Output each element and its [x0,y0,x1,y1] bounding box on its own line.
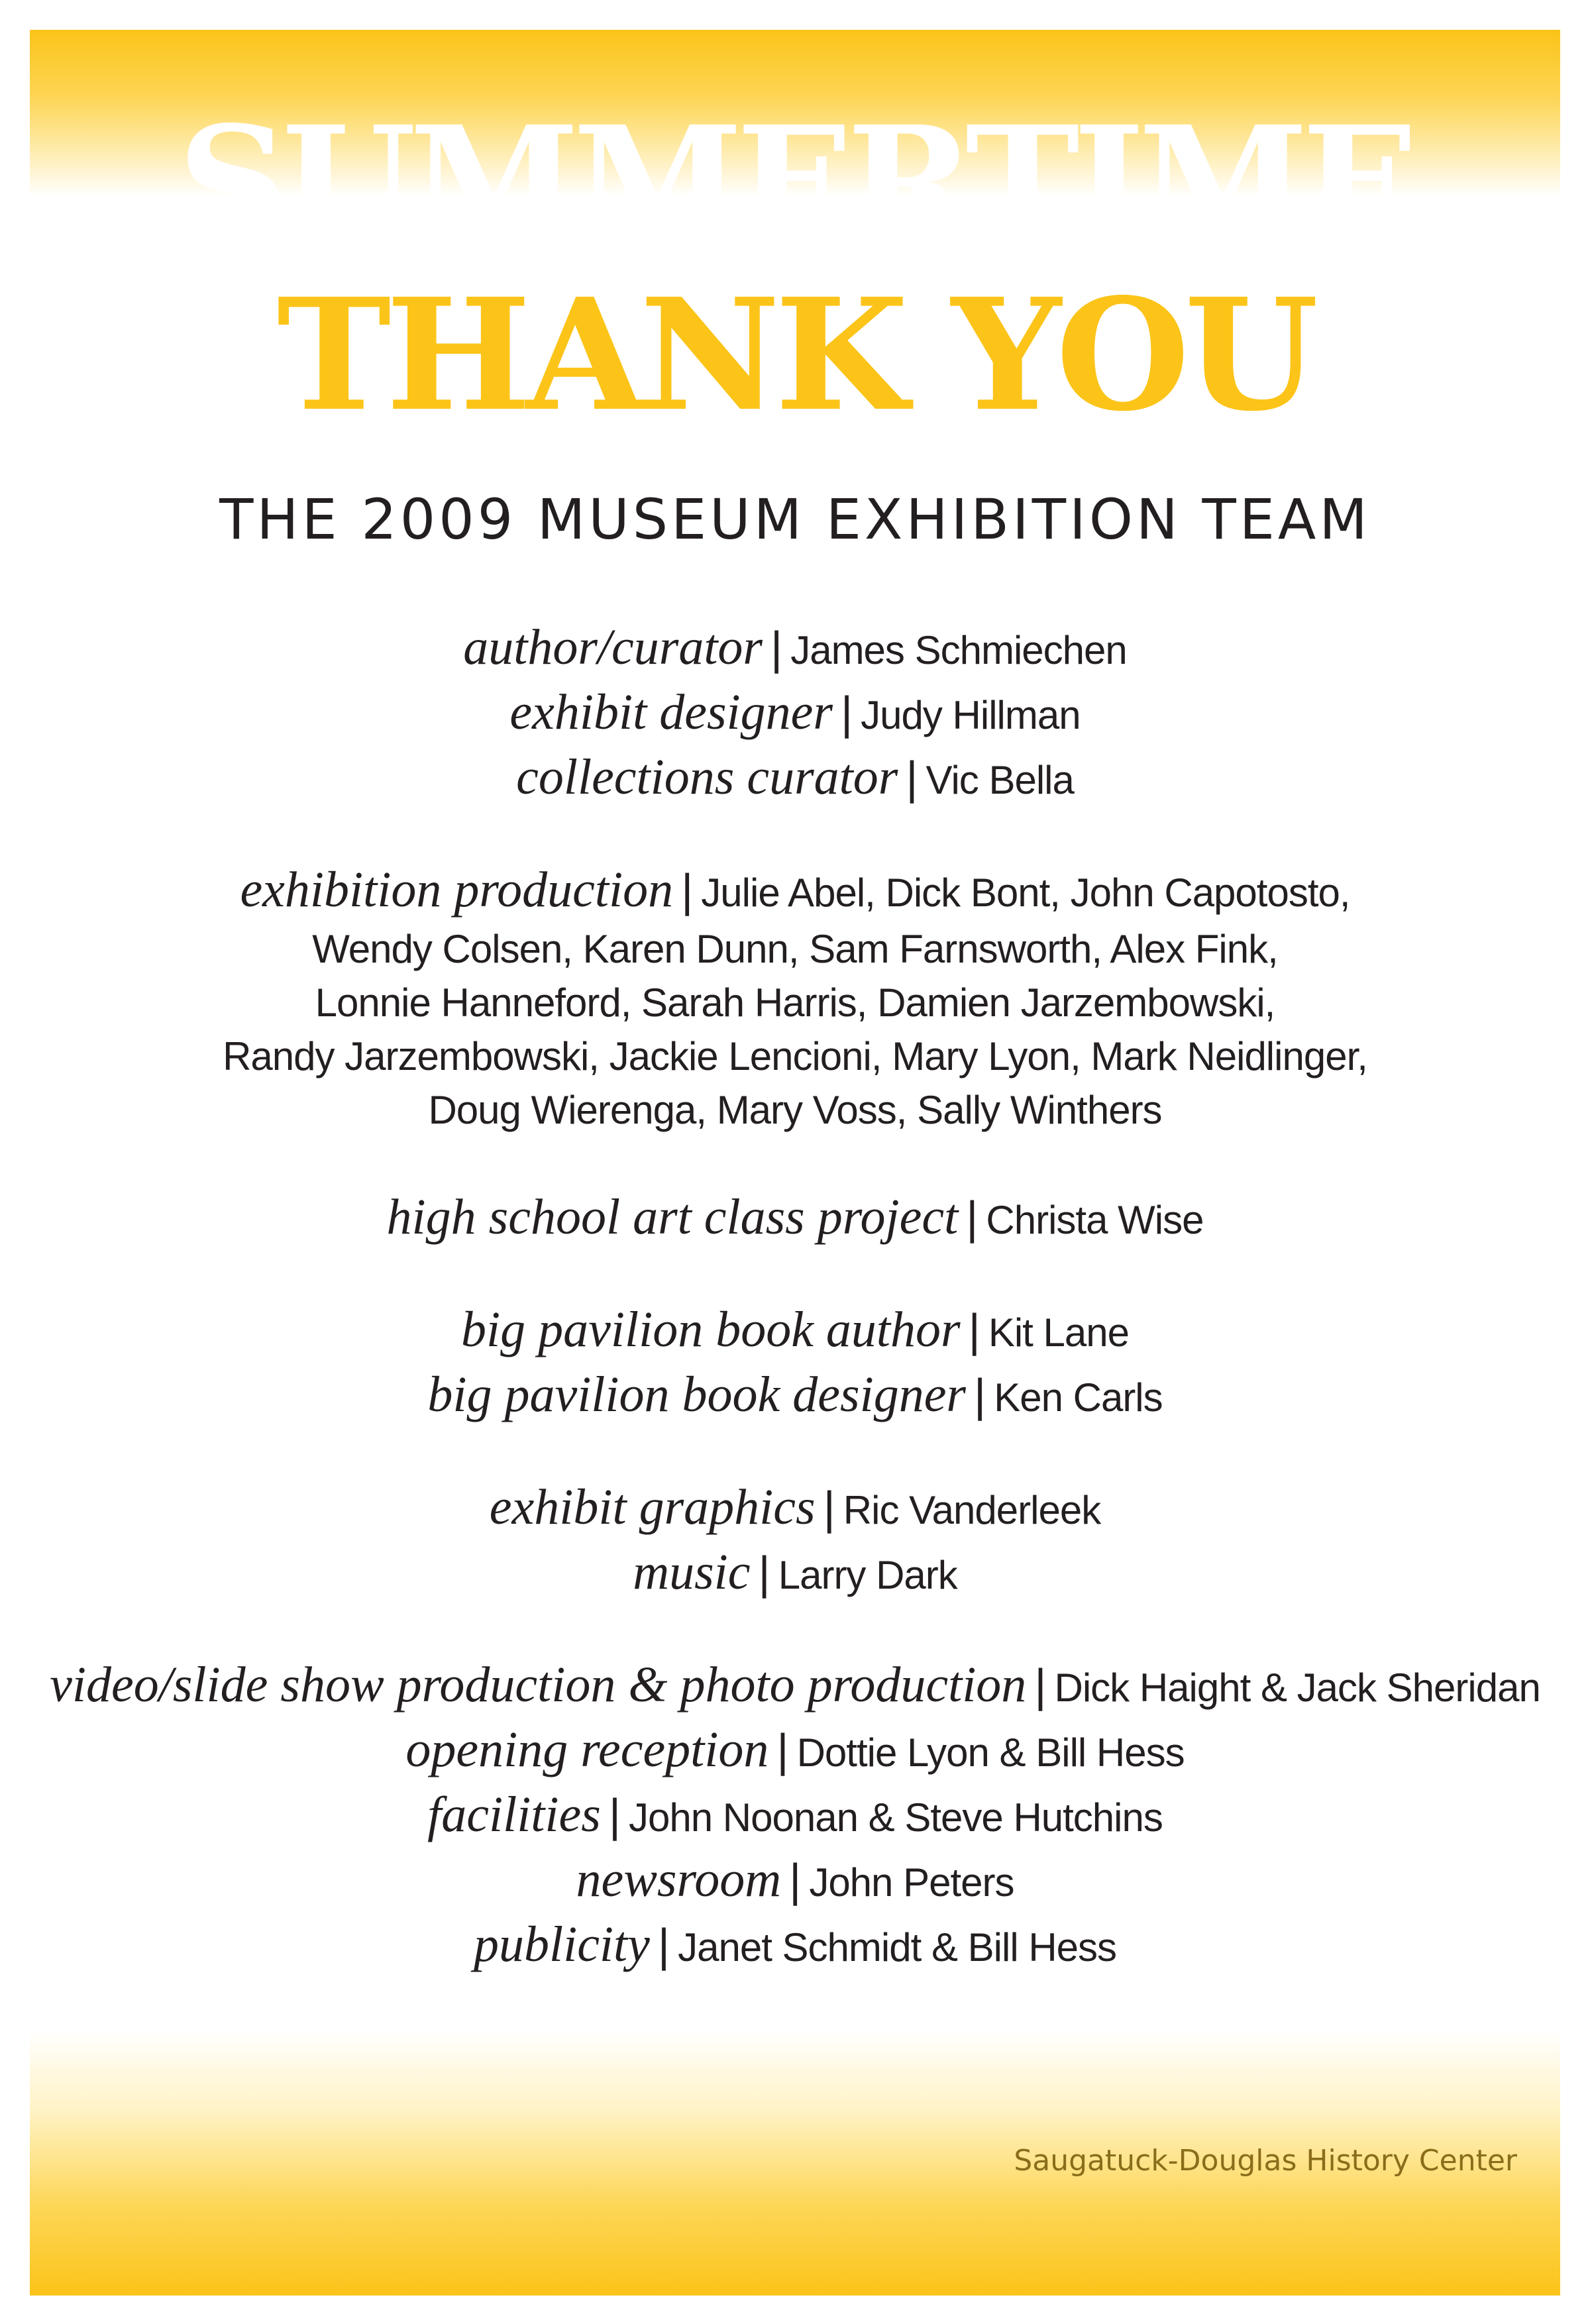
credit-group-book [0,1297,1590,1427]
credit-line [0,1185,1590,1249]
credit-line [0,1847,1590,1912]
footer-organization: Saugatuck-Douglas History Center [1014,2144,1517,2178]
credit-separator: | [681,865,694,916]
credit-role: publicity [473,1917,650,1972]
roster-line: Randy Jarzembowski, Jackie Lencioni, Mary Lyon, Mark Neidlinger, [223,1034,1367,1079]
credit-names: Dick Haight & Jack Sheridan [1054,1665,1540,1710]
credit-role: video/slide show production & photo production [50,1657,1027,1713]
credit-separator: | [968,1304,980,1356]
credit-group-leads [0,615,1590,810]
credit-line [0,1652,1590,1717]
headline-summertime: SUMMERTIME [178,92,1412,273]
credit-line [0,857,1590,922]
credit-separator: | [770,622,783,674]
team-subtitle: THE 2009 MUSEUM EXHIBITION TEAM [219,487,1371,552]
credit-role: exhibit designer [509,684,833,740]
credit-names: Larry Dark [778,1553,957,1597]
credit-role: exhibition production [240,862,674,918]
headline-thank-you: THANK YOU [276,264,1314,445]
credit-names: Ric Vanderleek [843,1488,1101,1532]
credit-names: John Noonan & Steve Hutchins [629,1795,1163,1840]
credit-line [0,1782,1590,1847]
credit-role: opening reception [405,1722,769,1777]
credit-names: Janet Schmidt & Bill Hess [678,1925,1117,1970]
credit-role: high school art class project [386,1189,959,1245]
credit-role: exhibit graphics [489,1479,816,1535]
credit-role: newsroom [576,1852,782,1907]
credit-group-art-class [0,1185,1590,1249]
credit-role: facilities [427,1787,601,1842]
credit-names: Julie Abel, Dick Bont, John Capotosto, [701,871,1350,915]
credit-separator: | [823,1482,835,1534]
credit-line [0,680,1590,745]
credit-separator: | [608,1789,621,1841]
credit-names: Judy Hillman [861,693,1081,737]
credit-line [0,1297,1590,1362]
roster-line: Wendy Colsen, Karen Dunn, Sam Farnsworth, Alex Fink, [312,927,1278,971]
credit-role: big pavilion book designer [427,1367,967,1422]
credit-separator: | [1034,1660,1047,1711]
credit-separator: | [906,752,918,804]
credit-role: big pavilion book author [461,1302,961,1357]
credit-separator: | [789,1854,802,1906]
credit-names: John Peters [809,1860,1014,1905]
credit-separator: | [758,1547,770,1599]
credit-role: author/curator [463,619,763,675]
roster-line: Lonnie Hanneford, Sarah Harris, Damien Jarzembowski, [315,980,1275,1025]
credit-names: Vic Bella [926,758,1074,802]
credit-line [0,1717,1590,1782]
credit-group-support [0,1652,1590,1977]
credit-line [0,615,1590,680]
credit-names: Christa Wise [986,1198,1204,1242]
credit-line [0,1475,1590,1540]
credit-group-production [0,857,1590,1137]
credit-role: collections curator [516,749,898,805]
credits-list [0,615,1590,2025]
credit-separator: | [974,1369,986,1421]
roster-line: Doug Wierenga, Mary Voss, Sally Winthers [428,1088,1162,1132]
credit-line [0,1362,1590,1427]
credit-names: Kit Lane [988,1310,1129,1355]
credit-separator: | [657,1919,670,1971]
credit-names: James Schmiechen [790,628,1127,672]
credit-separator: | [776,1724,789,1776]
credit-names: Ken Carls [994,1375,1163,1420]
credit-role: music [633,1544,751,1600]
credit-group-graphics-music [0,1475,1590,1605]
credit-separator: | [840,687,853,739]
credit-names: Dottie Lyon & Bill Hess [796,1730,1185,1775]
credit-line [0,1540,1590,1605]
credit-line [0,745,1590,810]
credit-separator: | [966,1192,979,1243]
credit-line [0,1912,1590,1977]
